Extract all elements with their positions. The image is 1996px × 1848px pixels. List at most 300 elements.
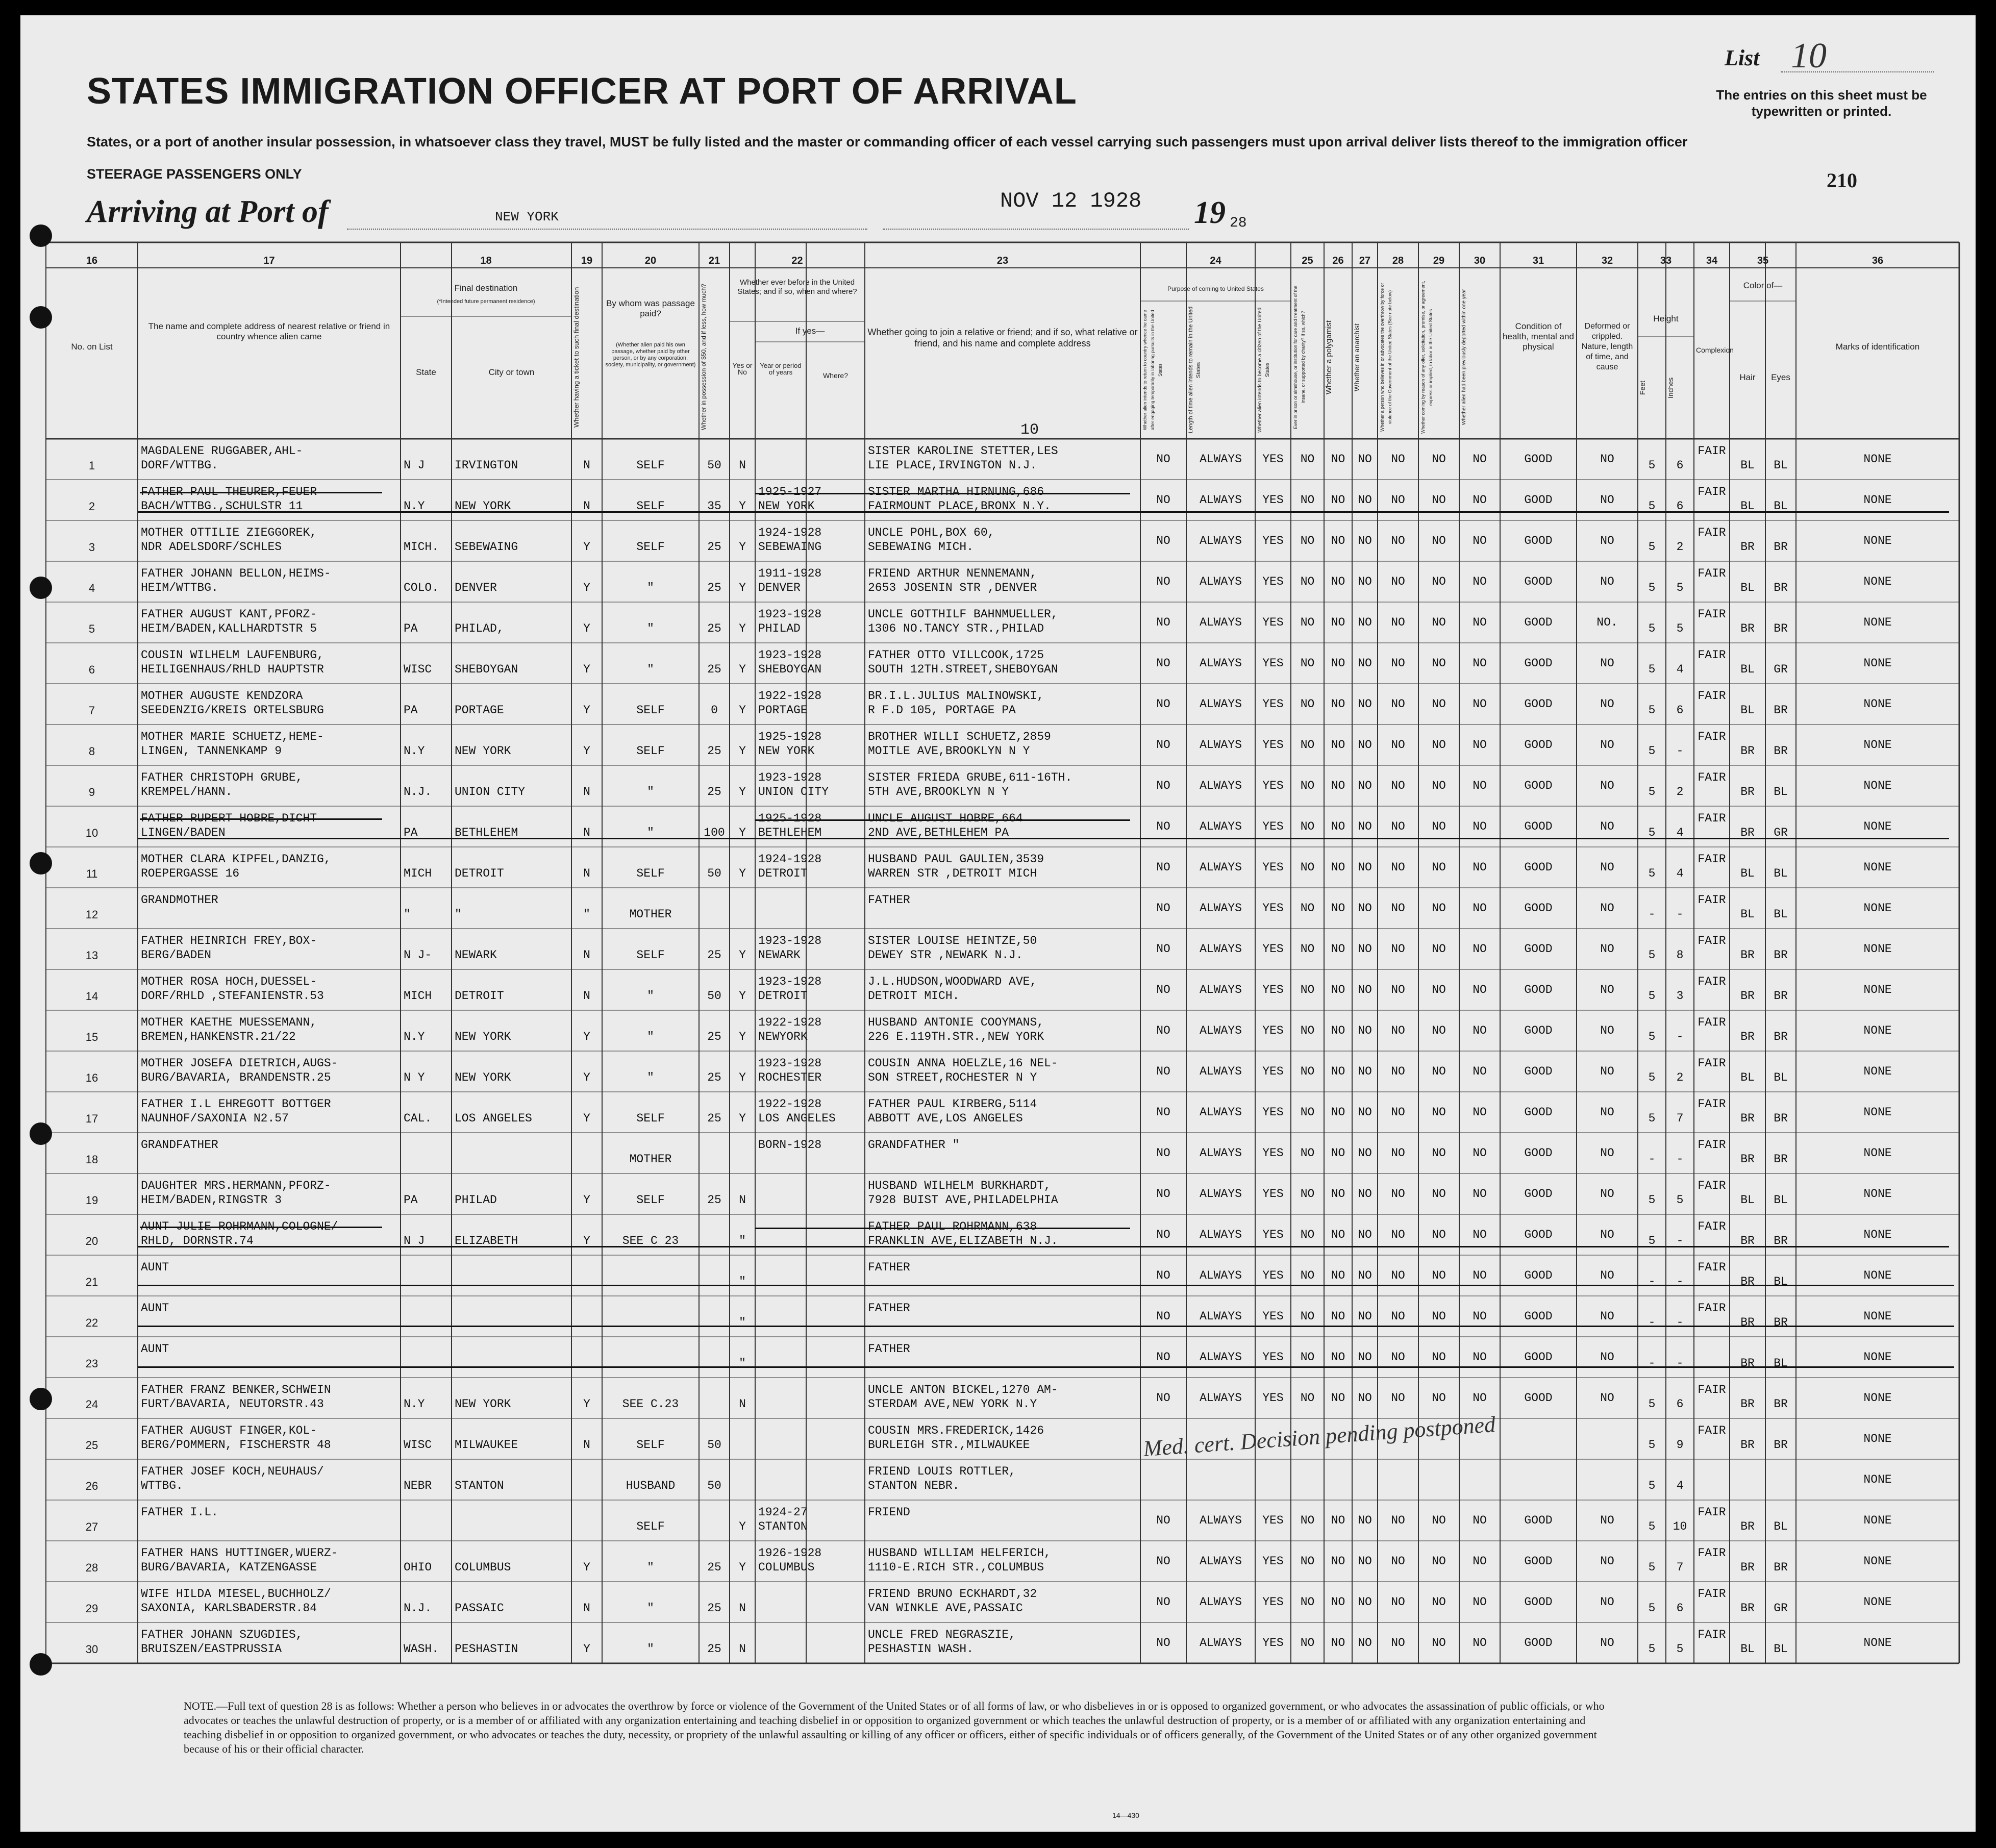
hair-color: BR xyxy=(1740,1602,1755,1615)
hair-color: BL xyxy=(1740,500,1755,513)
c26-value: NO xyxy=(1331,1636,1345,1650)
health-value: GOOD xyxy=(1524,1024,1553,1037)
strike-line xyxy=(755,819,1130,821)
health-value: GOOD xyxy=(1524,1514,1553,1527)
strike-line xyxy=(138,1366,1954,1368)
joining-address: FAIRMOUNT PLACE,BRONX N.Y. xyxy=(868,500,1051,513)
column-number: 33 xyxy=(1660,255,1672,266)
c28-value: NO xyxy=(1391,779,1405,792)
header-citizen-intent: Whether alien intends to become a citizen of the United States xyxy=(1257,307,1270,433)
passage-paid-by: SELF xyxy=(636,1112,665,1125)
punch-hole xyxy=(30,852,52,875)
passage-paid-by: " xyxy=(647,989,654,1003)
column-number: 24 xyxy=(1210,255,1221,266)
return-intent-value: NO xyxy=(1156,942,1170,956)
length-of-stay-value: ALWAYS xyxy=(1200,1065,1242,1078)
height-feet: - xyxy=(1648,1357,1656,1370)
c28-value: NO xyxy=(1391,1555,1405,1568)
return-intent-value: NO xyxy=(1156,1555,1170,1568)
length-of-stay-value: ALWAYS xyxy=(1200,983,1242,996)
c30-value: NO xyxy=(1473,1310,1487,1323)
c29-value: NO xyxy=(1432,1310,1446,1323)
complexion-value: FAIR xyxy=(1698,608,1726,621)
relative-name: FATHER RUPERT HOBRE,DICHT xyxy=(141,812,317,825)
before-where: STANTON xyxy=(758,1520,808,1533)
ticket-value: Y xyxy=(583,1071,590,1084)
ticket-value: Y xyxy=(583,1561,590,1574)
deformed-value: NO xyxy=(1600,1187,1614,1201)
height-feet: 5 xyxy=(1648,1112,1656,1125)
ticket-value: Y xyxy=(583,1397,590,1411)
health-value: GOOD xyxy=(1524,942,1553,956)
before-yes-no: N xyxy=(739,1602,746,1615)
passage-paid-by: SELF xyxy=(636,1520,665,1533)
c28-value: NO xyxy=(1391,1106,1405,1119)
c29-value: NO xyxy=(1432,738,1446,752)
c29-value: NO xyxy=(1432,902,1446,915)
eye-color: GR xyxy=(1774,826,1788,839)
c27-value: NO xyxy=(1358,1310,1372,1323)
header-where: Where? xyxy=(822,371,849,380)
length-of-stay-value: ALWAYS xyxy=(1200,1187,1242,1201)
relative-address: HEIM/BADEN,KALLHARDTSTR 5 xyxy=(141,622,317,635)
hair-color: BR xyxy=(1740,1234,1755,1247)
citizen-intent-value: YES xyxy=(1262,657,1284,670)
eye-color: BR xyxy=(1774,744,1788,758)
c25-value: NO xyxy=(1300,983,1315,996)
c27-value: NO xyxy=(1358,738,1372,752)
destination-state: MICH xyxy=(404,867,432,880)
typewritten-note: The entries on this sheet must be typewritten or printed. xyxy=(1716,87,1927,119)
hair-color: BL xyxy=(1740,1642,1755,1656)
joining-person: UNCLE FRED NEGRASZIE, xyxy=(868,1628,1016,1641)
relative-name: MAGDALENE RUGGABER,AHL- xyxy=(141,444,303,458)
c26-value: NO xyxy=(1331,861,1345,874)
before-years: 1926-1928 xyxy=(758,1546,822,1560)
before-years: 1923-1928 xyxy=(758,771,822,784)
c26-value: NO xyxy=(1331,942,1345,956)
joining-address: LIE PLACE,IRVINGTON N.J. xyxy=(868,459,1037,472)
passage-paid-by: SELF xyxy=(636,459,665,472)
relative-name: MOTHER AUGUSTE KENDZORA xyxy=(141,689,303,703)
joining-address: DEWEY STR ,NEWARK N.J. xyxy=(868,948,1023,962)
passage-paid-by: MOTHER xyxy=(629,908,672,921)
c26-value: NO xyxy=(1331,1106,1345,1119)
row-number: 8 xyxy=(88,745,95,758)
destination-city: NEWARK xyxy=(455,948,497,962)
health-value: GOOD xyxy=(1524,1391,1553,1405)
passage-paid-by: SELF xyxy=(636,948,665,962)
deformed-value: NO xyxy=(1600,453,1614,466)
c25-value: NO xyxy=(1300,1228,1315,1241)
relative-address: ROEPERGASSE 16 xyxy=(141,867,240,880)
citizen-intent-value: YES xyxy=(1262,616,1284,629)
passage-paid-by: " xyxy=(647,1602,654,1615)
port-value: NEW YORK xyxy=(495,209,559,224)
length-of-stay-value: ALWAYS xyxy=(1200,1310,1242,1323)
length-of-stay-value: ALWAYS xyxy=(1200,1269,1242,1282)
c28-value: NO xyxy=(1391,1024,1405,1037)
c25-value: NO xyxy=(1300,534,1315,547)
eye-color: GR xyxy=(1774,1602,1788,1615)
c26-value: NO xyxy=(1331,453,1345,466)
destination-city: SEBEWAING xyxy=(455,540,518,554)
citizen-intent-value: YES xyxy=(1262,902,1284,915)
before-yes-no: Y xyxy=(739,1561,746,1574)
c27-value: NO xyxy=(1358,534,1372,547)
c26-value: NO xyxy=(1331,1146,1345,1160)
destination-state: PA xyxy=(404,704,418,717)
joining-person: HUSBAND WILLIAM HELFERICH, xyxy=(868,1546,1051,1560)
header-color-of: Color of— xyxy=(1743,281,1783,290)
relative-address: HEIM/BADEN,RINGSTR 3 xyxy=(141,1193,282,1207)
joining-address: SEBEWAING MICH. xyxy=(868,540,974,554)
joining-person: FRIEND xyxy=(868,1506,910,1519)
destination-state: WISC xyxy=(404,1438,432,1452)
joining-person: BROTHER WILLI SCHUETZ,2859 xyxy=(868,730,1051,743)
length-of-stay-value: ALWAYS xyxy=(1200,1555,1242,1568)
strike-line xyxy=(138,1326,1954,1327)
return-intent-value: NO xyxy=(1156,493,1170,507)
deformed-value: NO xyxy=(1600,1555,1614,1568)
hair-color: BR xyxy=(1740,1397,1755,1411)
height-feet: 5 xyxy=(1648,989,1656,1003)
c29-value: NO xyxy=(1432,983,1446,996)
joining-address: 2ND AVE,BETHLEHEM PA xyxy=(868,826,1009,839)
identification-marks: NONE xyxy=(1863,1595,1892,1609)
length-of-stay-value: ALWAYS xyxy=(1200,902,1242,915)
money-value: 100 xyxy=(704,826,725,839)
c30-value: NO xyxy=(1473,1391,1487,1405)
health-value: GOOD xyxy=(1524,657,1553,670)
return-intent-value: NO xyxy=(1156,453,1170,466)
passage-paid-by: SELF xyxy=(636,1438,665,1452)
row-number: 14 xyxy=(85,990,98,1003)
deformed-value: NO xyxy=(1600,1228,1614,1241)
c26-value: NO xyxy=(1331,1065,1345,1078)
length-of-stay-value: ALWAYS xyxy=(1200,575,1242,588)
relative-address: BERG/POMMERN, FISCHERSTR 48 xyxy=(141,1438,331,1452)
before-years: 1923-1928 xyxy=(758,975,822,988)
c28-value: NO xyxy=(1391,1228,1405,1241)
height-feet: 5 xyxy=(1648,581,1656,594)
header-complexion: Complexion xyxy=(1696,346,1734,354)
c25-value: NO xyxy=(1300,575,1315,588)
citizen-intent-value: YES xyxy=(1262,1269,1284,1282)
row-number: 21 xyxy=(85,1276,98,1288)
c29-value: NO xyxy=(1432,493,1446,507)
c26-value: NO xyxy=(1331,983,1345,996)
c27-value: NO xyxy=(1358,1391,1372,1405)
identification-marks: NONE xyxy=(1863,779,1892,792)
hair-color: BR xyxy=(1740,744,1755,758)
eye-color: BL xyxy=(1774,1520,1788,1533)
c30-value: NO xyxy=(1473,1024,1487,1037)
eye-color: BR xyxy=(1774,622,1788,635)
ticket-value: N xyxy=(583,989,590,1003)
destination-city: UNION CITY xyxy=(455,785,526,798)
ticket-value: Y xyxy=(583,1234,590,1247)
complexion-value: FAIR xyxy=(1698,1179,1726,1192)
relative-address: BURG/BAVARIA, BRANDENSTR.25 xyxy=(141,1071,331,1084)
money-value: 50 xyxy=(707,1479,721,1492)
deformed-value: NO xyxy=(1600,983,1614,996)
header-length-of-stay: Length of time alien intends to remain in the United States xyxy=(1188,306,1202,434)
c28-value: NO xyxy=(1391,1146,1405,1160)
c30-value: NO xyxy=(1473,1146,1487,1160)
height-feet: 5 xyxy=(1648,1030,1656,1043)
hair-color: BR xyxy=(1740,826,1755,839)
citizen-intent-value: YES xyxy=(1262,1106,1284,1119)
complexion-value: FAIR xyxy=(1698,567,1726,580)
return-intent-value: NO xyxy=(1156,1636,1170,1650)
before-where: NEWARK xyxy=(758,948,801,962)
row-number: 18 xyxy=(85,1153,98,1166)
joining-person: FRIEND BRUNO ECKHARDT,32 xyxy=(868,1587,1037,1601)
joining-address: STANTON NEBR. xyxy=(868,1479,960,1492)
relative-address: BRUISZEN/EASTPRUSSIA xyxy=(141,1642,282,1656)
before-where: COLUMBUS xyxy=(758,1561,815,1574)
height-inches: 2 xyxy=(1676,1071,1684,1084)
complexion-value: FAIR xyxy=(1698,689,1726,703)
relative-address: DORF/WTTBG. xyxy=(141,459,218,472)
passage-paid-by: SEE C.23 xyxy=(622,1397,679,1411)
row-number: 29 xyxy=(85,1602,98,1615)
c28-value: NO xyxy=(1391,861,1405,874)
before-where: NEWYORK xyxy=(758,1030,808,1043)
deformed-value: NO xyxy=(1600,697,1614,711)
before-where: DENVER xyxy=(758,581,801,594)
strike-line xyxy=(755,1228,1130,1229)
destination-state: COLO. xyxy=(404,581,439,594)
complexion-value: FAIR xyxy=(1698,1587,1726,1601)
money-value: 50 xyxy=(707,1438,721,1452)
c28-value: NO xyxy=(1391,657,1405,670)
column-number: 16 xyxy=(86,255,98,266)
length-of-stay-value: ALWAYS xyxy=(1200,1636,1242,1650)
height-feet: 5 xyxy=(1648,744,1656,758)
joining-address: STERDAM AVE,NEW YORK N.Y xyxy=(868,1397,1037,1411)
identification-marks: NONE xyxy=(1863,575,1892,588)
strike-line xyxy=(140,492,382,493)
money-value: 25 xyxy=(707,1561,721,1574)
health-value: GOOD xyxy=(1524,902,1553,915)
c27-value: NO xyxy=(1358,1351,1372,1364)
complexion-value: FAIR xyxy=(1698,1097,1726,1111)
identification-marks: NONE xyxy=(1863,1269,1892,1282)
joining-person: FATHER xyxy=(868,893,910,907)
c28-value: NO xyxy=(1391,697,1405,711)
hair-color: BL xyxy=(1740,867,1755,880)
complexion-value: FAIR xyxy=(1698,771,1726,784)
ticket-value: Y xyxy=(583,1642,590,1656)
c26-value: NO xyxy=(1331,779,1345,792)
c25-value: NO xyxy=(1300,1146,1315,1160)
destination-state: WISC xyxy=(404,663,432,676)
destination-city: COLUMBUS xyxy=(455,1561,511,1574)
relative-name: AUNT xyxy=(141,1302,169,1315)
identification-marks: NONE xyxy=(1863,1310,1892,1323)
height-feet: 5 xyxy=(1648,867,1656,880)
complexion-value: FAIR xyxy=(1698,1424,1726,1437)
destination-state: CAL. xyxy=(404,1112,432,1125)
c29-value: NO xyxy=(1432,1228,1446,1241)
relative-address: SAXONIA, KARLSBADERSTR.84 xyxy=(141,1602,317,1615)
before-where: PHILAD xyxy=(758,622,801,635)
ticket-value: N xyxy=(583,948,590,962)
c30-value: NO xyxy=(1473,738,1487,752)
ticket-value: Y xyxy=(583,622,590,635)
height-inches: 7 xyxy=(1676,1112,1684,1125)
c30-value: NO xyxy=(1473,1595,1487,1609)
joining-address: 226 E.119TH.STR.,NEW YORK xyxy=(868,1030,1044,1043)
before-yes-no: N xyxy=(739,1193,746,1207)
c27-value: NO xyxy=(1358,942,1372,956)
citizen-intent-value: YES xyxy=(1262,861,1284,874)
deformed-value: NO xyxy=(1600,1065,1614,1078)
c27-value: NO xyxy=(1358,902,1372,915)
length-of-stay-value: ALWAYS xyxy=(1200,616,1242,629)
header-final-destination-note: (*Intended future permanent residence) xyxy=(437,298,535,305)
complexion-value: FAIR xyxy=(1698,1261,1726,1274)
relative-address: BERG/BADEN xyxy=(141,948,212,962)
destination-city: SHEBOYGAN xyxy=(455,663,518,676)
row-number: 11 xyxy=(86,867,98,880)
c26-value: NO xyxy=(1331,1310,1345,1323)
destination-city: MILWAUKEE xyxy=(455,1438,518,1452)
identification-marks: NONE xyxy=(1863,1065,1892,1078)
header-condition-health: Condition of health, mental and physical xyxy=(1503,321,1574,352)
c28-value: NO xyxy=(1391,575,1405,588)
relative-name: FATHER CHRISTOPH GRUBE, xyxy=(141,771,303,784)
c30-value: NO xyxy=(1473,1106,1487,1119)
deformed-value: NO xyxy=(1600,1106,1614,1119)
before-yes-no: Y xyxy=(739,540,746,554)
height-inches: 3 xyxy=(1676,989,1684,1003)
relative-name: COUSIN WILHELM LAUFENBURG, xyxy=(141,648,324,662)
hair-color: BR xyxy=(1740,1561,1755,1574)
height-feet: 5 xyxy=(1648,1397,1656,1411)
joining-address: 7928 BUIST AVE,PHILADELPHIA xyxy=(868,1193,1058,1207)
ticket-value: N xyxy=(583,1602,590,1615)
c27-value: NO xyxy=(1358,1514,1372,1527)
relative-name: FATHER JOSEF KOCH,NEUHAUS/ xyxy=(141,1465,324,1478)
joining-person: UNCLE POHL,BOX 60, xyxy=(868,526,995,539)
c26-value: NO xyxy=(1331,616,1345,629)
citizen-intent-value: YES xyxy=(1262,738,1284,752)
destination-state: PA xyxy=(404,826,418,839)
c26-value: NO xyxy=(1331,1228,1345,1241)
money-value: 0 xyxy=(711,704,718,717)
column-number: 28 xyxy=(1392,255,1404,266)
c25-value: NO xyxy=(1300,453,1315,466)
return-intent-value: NO xyxy=(1156,616,1170,629)
complexion-value: FAIR xyxy=(1698,485,1726,498)
eye-color: BR xyxy=(1774,1234,1788,1247)
return-intent-value: NO xyxy=(1156,861,1170,874)
height-feet: 5 xyxy=(1648,1561,1656,1574)
health-value: GOOD xyxy=(1524,1187,1553,1201)
deformed-value: NO xyxy=(1600,861,1614,874)
complexion-value: FAIR xyxy=(1698,975,1726,988)
height-feet: 5 xyxy=(1648,1234,1656,1247)
height-inches: 8 xyxy=(1676,948,1684,962)
column-number: 19 xyxy=(581,255,593,266)
relative-address: SEEDENZIG/KREIS ORTELSBURG xyxy=(141,704,324,717)
passage-paid-by: SELF xyxy=(636,1193,665,1207)
identification-marks: NONE xyxy=(1863,983,1892,996)
deformed-value: NO xyxy=(1600,1636,1614,1650)
header-nearest-relative: The name and complete address of nearest relative or friend in country whence alien came xyxy=(148,321,390,341)
deformed-value: NO xyxy=(1600,575,1614,588)
before-years: 1925-1928 xyxy=(758,730,822,743)
strike-line xyxy=(138,1285,1954,1286)
c27-value: NO xyxy=(1358,1146,1372,1160)
deformed-value: NO xyxy=(1600,1146,1614,1160)
joining-address: 1306 NO.TANCY STR.,PHILAD xyxy=(868,622,1044,635)
identification-marks: NONE xyxy=(1863,902,1892,915)
health-value: GOOD xyxy=(1524,983,1553,996)
ticket-value: N xyxy=(583,785,590,798)
c26-value: NO xyxy=(1331,493,1345,507)
c30-value: NO xyxy=(1473,1187,1487,1201)
relative-address: HEIM/WTTBG. xyxy=(141,581,218,594)
c28-value: NO xyxy=(1391,1514,1405,1527)
row-number: 12 xyxy=(85,908,98,921)
c25-value: NO xyxy=(1300,697,1315,711)
destination-city: PESHASTIN xyxy=(455,1642,518,1656)
c28-value: NO xyxy=(1391,1269,1405,1282)
money-value: 25 xyxy=(707,1030,721,1043)
c30-value: NO xyxy=(1473,861,1487,874)
strike-line xyxy=(138,838,1949,839)
joining-address: R F.D 105, PORTAGE PA xyxy=(868,704,1016,717)
eye-color: BL xyxy=(1774,1193,1788,1207)
joining-person: BR.I.L.JULIUS MALINOWSKI, xyxy=(868,689,1044,703)
relative-address: HEILIGENHAUS/RHLD HAUPTSTR xyxy=(141,663,324,676)
height-feet: 5 xyxy=(1648,1642,1656,1656)
c30-value: NO xyxy=(1473,820,1487,833)
passage-paid-by: HUSBAND xyxy=(626,1479,676,1492)
before-yes-no: Y xyxy=(739,948,746,962)
ticket-value: Y xyxy=(583,540,590,554)
hair-color: BR xyxy=(1740,1153,1755,1166)
c25-value: NO xyxy=(1300,861,1315,874)
citizen-intent-value: YES xyxy=(1262,1351,1284,1364)
row-number: 3 xyxy=(88,541,95,554)
deformed-value: NO xyxy=(1600,1391,1614,1405)
c30-value: NO xyxy=(1473,697,1487,711)
before-yes-no: " xyxy=(739,1357,746,1370)
column-number: 22 xyxy=(791,255,803,266)
hair-color: BR xyxy=(1740,622,1755,635)
c28-value: NO xyxy=(1391,1595,1405,1609)
c29-value: NO xyxy=(1432,453,1446,466)
c27-value: NO xyxy=(1358,1187,1372,1201)
year-prefix: 19 xyxy=(1194,195,1226,230)
height-feet: - xyxy=(1648,1153,1656,1166)
deformed-value: NO xyxy=(1600,1024,1614,1037)
height-inches: 10 xyxy=(1673,1520,1687,1533)
c27-value: NO xyxy=(1358,616,1372,629)
identification-marks: NONE xyxy=(1863,1473,1892,1486)
header-deported: Whether alien had been previously deported within one year xyxy=(1461,289,1467,426)
joining-person: FATHER OTTO VILLCOOK,1725 xyxy=(868,648,1044,662)
money-value: 50 xyxy=(707,989,721,1003)
punch-hole xyxy=(30,577,52,599)
hair-color: BR xyxy=(1740,1030,1755,1043)
joining-address: BURLEIGH STR.,MILWAUKEE xyxy=(868,1438,1030,1452)
